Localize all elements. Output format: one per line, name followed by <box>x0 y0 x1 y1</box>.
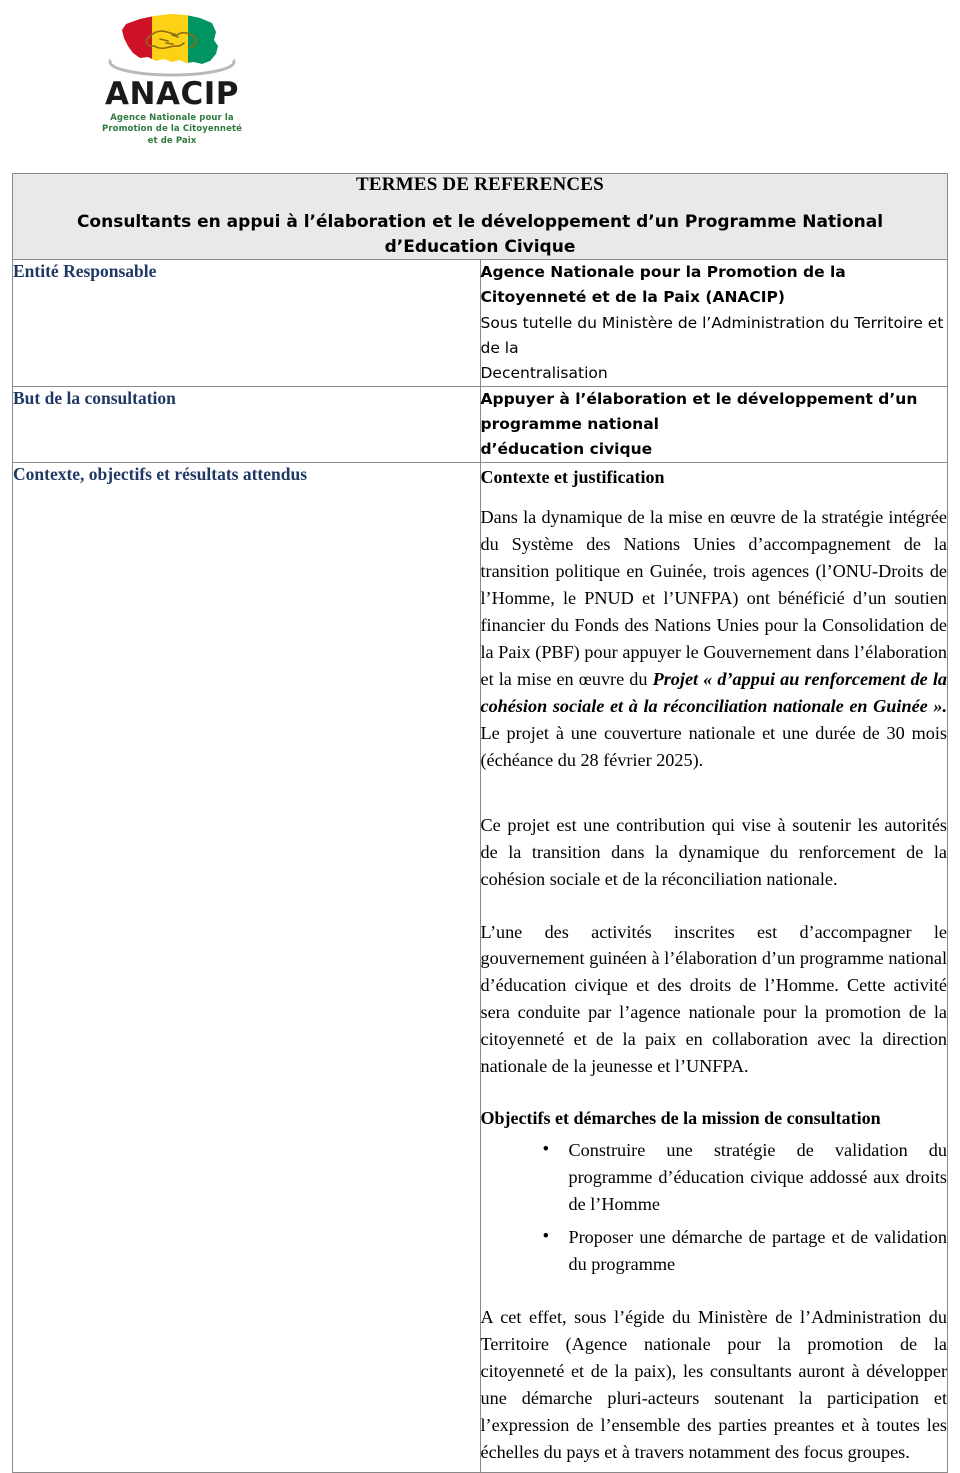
purpose-line-1: Appuyer à l’élaboration et le développement d’un programme national <box>480 389 918 433</box>
entity-supervision-line-1: Sous tutelle du Ministère de l’Administration du Territoire et de la <box>480 313 944 357</box>
anacip-tagline-line-3: et de Paix <box>147 135 197 146</box>
anacip-tagline <box>88 113 256 147</box>
row-label-contexte-objectifs <box>13 463 481 1473</box>
table-row-but-consultation <box>13 386 948 462</box>
row-value-but-consultation <box>480 386 948 462</box>
anacip-logo <box>88 6 256 156</box>
project-title-emphasis: Projet « d’appui au renforcement de la cohésion sociale et à la réconciliation nationale en Guinée ». <box>480 668 948 716</box>
list-item: • Construire une stratégie de validation du programme d’éducation civique addossé aux droits de l’Homme <box>543 1137 948 1218</box>
entity-name: Agence Nationale pour la Promotion de la Citoyenneté et de la Paix (ANACIP) <box>480 263 846 307</box>
section-heading-objectifs: Objectifs et démarches de la mission de consultation <box>480 1108 881 1129</box>
objectives-list <box>481 1137 948 1278</box>
anacip-wordmark: ANACIP <box>105 76 239 112</box>
row-label-but-consultation <box>13 386 481 462</box>
label-text: Contexte, objectifs et résultats attendus <box>13 464 308 485</box>
row-value-entite-responsable <box>480 260 948 387</box>
purpose-line-2: d’éducation civique <box>480 440 653 459</box>
label-text: But de la consultation <box>13 387 176 408</box>
table-row-contexte-objectifs <box>13 463 948 1473</box>
label-text: Entité Responsable <box>13 261 157 282</box>
terms-of-reference-table <box>12 173 948 1473</box>
paragraph-contexte-1-part-b: Le projet à une couverture nationale et une durée de 30 mois (échéance du 28 février 2025). <box>480 722 947 770</box>
paragraph-contexte-1 <box>481 504 948 773</box>
guinea-map-handshake-icon <box>88 6 256 78</box>
section-heading-contexte: Contexte et justification <box>480 467 665 488</box>
page-title: TERMES DE REFERENCES <box>356 174 604 195</box>
paragraph-contexte-4: A cet effet, sous l’égide du Ministère de l’Administration du Territoire (Agence nationale pour la promotion de la citoyenneté et de la paix), les consultants auront à développer une démarche pluri-acteurs soutenant la participation et l’expression de l’ensemble des parties preantes et à toutes les échelles du pays et à travers notamment des focus groupes. <box>480 1307 947 1462</box>
document-logo-header <box>0 0 960 160</box>
table-header-row <box>13 174 948 260</box>
anacip-tagline-line-2: Promotion de la Citoyenneté <box>102 124 242 135</box>
document-title-cell <box>13 174 948 260</box>
paragraph-contexte-3: L’une des activités inscrites est d’accompagner le gouvernement guinéen à l’élaboration d’un programme national d’éducation civique et des droits de l’Homme. Cette activité sera conduite par l’agence nationale pour la promotion de la citoyenneté et de la paix en collaboration avec la direction nationale de la jeunesse et l’UNFPA. <box>480 921 947 1077</box>
row-label-entite-responsable <box>13 260 481 387</box>
entity-supervision-line-2: Decentralisation <box>480 363 608 382</box>
row-value-contexte-objectifs <box>480 463 948 1473</box>
page-subtitle: Consultants en appui à l’élaboration et le développement d’un Programme National d’Education Civique <box>76 212 884 257</box>
paragraph-contexte-2: Ce projet est une contribution qui vise à soutenir les autorités de la transition dans la dynamique du renforcement de la cohésion sociale et de la réconciliation nationale. <box>480 814 947 889</box>
paragraph-contexte-1-part-a: Dans la dynamique de la mise en œuvre de la stratégie intégrée du Système des Nations Unies d’accompagnement de la transition politique en Guinée, trois agences (l’ONU-Droits de l’Homme, le PNUD et l’UNFPA) ont bénéficié d’un soutien financier du Fonds des Nations Unies pour la Consolidation de la Paix (PBF) pour appuyer le Gouvernement dans l’élaboration et la mise en œuvre du <box>480 507 947 689</box>
list-item: • Proposer une démarche de partage et de validation du programme <box>543 1224 948 1278</box>
anacip-tagline-line-1: Agence Nationale pour la <box>110 113 234 123</box>
table-row-entite-responsable <box>13 260 948 387</box>
